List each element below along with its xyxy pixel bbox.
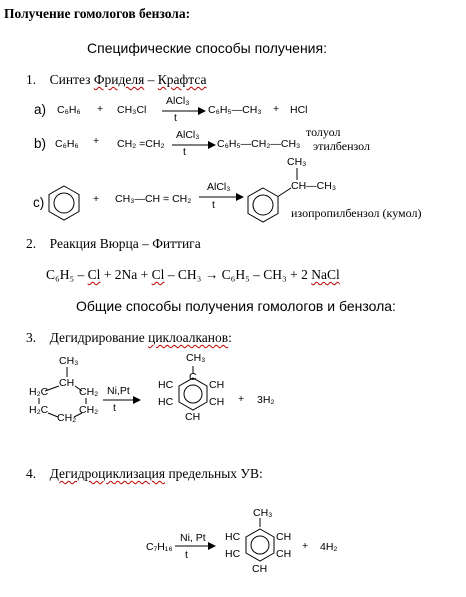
cyclo-ch3: CH₃ xyxy=(59,355,79,367)
reaction-a-product-2: HCl xyxy=(290,104,308,116)
s4-product-ch-3: CH xyxy=(252,563,268,575)
section-4-number: 4. xyxy=(26,466,37,481)
section-2-heading xyxy=(26,236,201,252)
toluene-ring-s4 xyxy=(246,518,274,561)
cyclo-ch2-3: CH₂ xyxy=(57,412,77,424)
section-1-name-friedel: Фриделя xyxy=(93,72,145,87)
section-3-post: : xyxy=(228,330,232,345)
reaction-c-plus-1: + xyxy=(93,193,100,205)
reaction-b-catalyst: AlCl₃ xyxy=(176,129,200,141)
equation-cl-2: Cl xyxy=(151,267,165,282)
benzene-ring-product xyxy=(248,168,297,222)
s3-product-ch-2: CH xyxy=(209,396,225,408)
s3-hydrogen: 3H₂ xyxy=(257,394,275,406)
wurtz-fittig-equation xyxy=(46,267,340,283)
reaction-c-temperature: t xyxy=(212,199,215,211)
s3-product-c: C xyxy=(189,371,197,383)
reaction-c-label: c) xyxy=(33,195,45,210)
reaction-a-temperature: t xyxy=(174,112,177,124)
cyclo-h2c-2: H₂C xyxy=(29,404,49,416)
section-4-heading xyxy=(26,466,263,482)
equation-part-2: + 2Na + xyxy=(100,267,152,282)
section-1-prefix: Синтез xyxy=(49,72,94,87)
section-1-number: 1. xyxy=(26,72,37,87)
section-3-heading xyxy=(26,330,232,346)
section-3-prefix: Дегидрирование xyxy=(49,330,149,345)
section-2-name: Реакция Вюрца – Фиттига xyxy=(49,236,201,251)
section-4-word: Дегидроциклизация xyxy=(49,466,166,481)
cumene-name: изопропилбензол (кумол) xyxy=(291,206,422,220)
specific-methods-heading: Специфические способы получения: xyxy=(87,40,327,56)
cyclo-ch2-1: CH₂ xyxy=(79,386,99,398)
s3-product-hc-1: HC xyxy=(158,379,174,391)
reaction-b-plus-1: + xyxy=(93,135,100,147)
s4-product-ch-1: CH xyxy=(276,531,292,543)
section-3-word: циклоалканов xyxy=(148,330,229,345)
reaction-a-reactant-2: CH₃Cl xyxy=(117,104,147,116)
s4-product-ch-2: CH xyxy=(276,548,292,560)
s4-hydrogen: 4H₂ xyxy=(320,541,338,553)
cyclo-h2c-1: H₂C xyxy=(29,386,49,398)
reaction-a-reactant-1: C₆H₆ xyxy=(57,104,81,116)
s3-product-hc-2: HC xyxy=(158,396,174,408)
reaction-a-catalyst: AlCl₃ xyxy=(166,95,190,107)
s3-temperature: t xyxy=(113,402,116,414)
s4-temperature: t xyxy=(185,549,188,561)
reaction-a-plus-1: + xyxy=(97,103,104,115)
section-2-number: 2. xyxy=(26,236,37,251)
reaction-a-product-1: C₆H₅—CH₃ xyxy=(208,104,262,116)
toluene-name: толуол xyxy=(306,125,341,139)
cyclo-ch: CH xyxy=(59,377,75,389)
benzene-ring-reactant xyxy=(49,186,79,220)
reaction-b-reactant-1: C₆H₆ xyxy=(55,138,79,150)
reaction-b-temperature: t xyxy=(183,146,186,158)
reaction-b-label: b) xyxy=(34,136,47,151)
reaction-a-label: a) xyxy=(34,102,47,117)
section-1-dash: – xyxy=(144,72,158,87)
reaction-c-reactant-2: CH₃—CH = CH₂ xyxy=(115,193,192,205)
s3-product-ch-1: CH xyxy=(209,379,225,391)
reaction-a-plus-2: + xyxy=(273,103,280,115)
s4-catalyst: Ni, Pt xyxy=(180,532,206,544)
s4-product-hc-1: HC xyxy=(225,531,241,543)
s4-product-hc-2: HC xyxy=(225,548,241,560)
s4-reactant: C₇H₁₆ xyxy=(146,541,173,553)
equation-part-1: C₆H₅ – xyxy=(46,267,88,282)
section-1-name-crafts: Крафтса xyxy=(157,72,207,87)
ethylbenzene-name: этилбензол xyxy=(313,139,370,153)
cumene-ch3-top: CH₃ xyxy=(287,156,307,168)
s3-product-ch3: CH₃ xyxy=(186,352,206,364)
s4-product-ch3: CH₃ xyxy=(253,507,273,519)
reaction-b-product: C₆H₅—CH₂—CH₃ xyxy=(217,138,301,150)
s3-product-ch-3: CH xyxy=(185,411,201,423)
general-methods-heading: Общие способы получения гомологов и бензола: xyxy=(76,298,396,314)
equation-nacl: NaCl xyxy=(311,267,340,282)
section-3-number: 3. xyxy=(26,330,37,345)
s4-plus: + xyxy=(302,540,309,552)
s3-plus: + xyxy=(238,393,245,405)
section-4-post: предельных УВ: xyxy=(165,466,263,481)
page-title: Получение гомологов бензола: xyxy=(4,6,191,21)
equation-cl-1: Cl xyxy=(87,267,101,282)
cyclo-ch2-2: CH₂ xyxy=(79,404,99,416)
reaction-b-reactant-2: CH₂ =CH₂ xyxy=(117,138,165,150)
section-1-heading xyxy=(26,72,207,88)
cumene-ch-ch3: CH—CH₃ xyxy=(291,180,337,192)
equation-part-3: – CH₃ → C₆H₅ – CH₃ + 2 xyxy=(164,267,312,282)
reaction-c-catalyst: AlCl₃ xyxy=(207,181,231,193)
s3-catalyst: Ni,Pt xyxy=(107,385,130,397)
